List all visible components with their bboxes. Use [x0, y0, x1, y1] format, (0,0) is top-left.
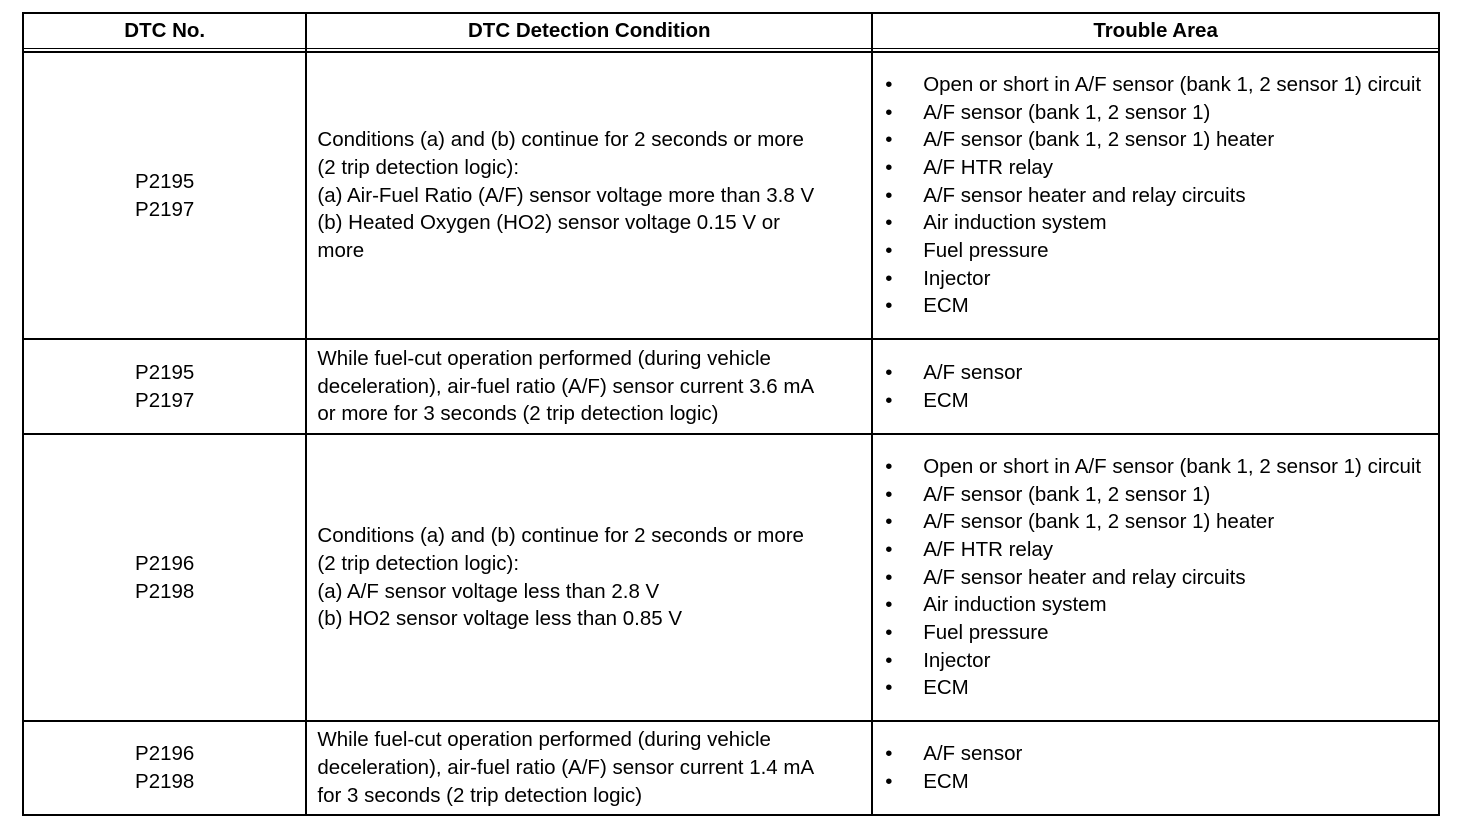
condition-line: deceleration), air-fuel ratio (A/F) sensor current 1.4 mA — [317, 756, 815, 780]
condition-line: for 3 seconds (2 trip detection logic) — [317, 783, 643, 807]
condition-line: more — [317, 239, 365, 263]
list-item: • A/F sensor (bank 1, 2 sensor 1) — [873, 481, 1438, 509]
condition-line: (2 trip detection logic): — [317, 155, 520, 179]
list-item: • Injector — [873, 647, 1438, 675]
dtc-table — [22, 12, 1440, 816]
list-item: • A/F sensor — [873, 740, 1438, 768]
list-item: • Open or short in A/F sensor (bank 1, 2 sensor 1) circuit — [873, 71, 1438, 99]
trouble-area-list — [873, 453, 1438, 702]
bullet-icon: • — [885, 183, 893, 207]
list-item: • Injector — [873, 265, 1438, 293]
list-item: • A/F sensor heater and relay circuits — [873, 564, 1438, 592]
list-item: • A/F sensor (bank 1, 2 sensor 1) — [873, 99, 1438, 127]
bullet-icon: • — [885, 621, 893, 645]
condition-line: or more for 3 seconds (2 trip detection logic) — [317, 402, 719, 426]
condition-line: (b) HO2 sensor voltage less than 0.85 V — [317, 607, 683, 631]
table-row — [23, 721, 1439, 815]
header-dtc-no: DTC No. — [23, 13, 306, 49]
condition-line: Conditions (a) and (b) continue for 2 seconds or more — [317, 524, 804, 548]
condition-line: deceleration), air-fuel ratio (A/F) sensor current 3.6 mA — [317, 374, 815, 398]
list-item: • ECM — [873, 674, 1438, 702]
bullet-icon: • — [885, 648, 893, 672]
bullet-icon: • — [885, 100, 893, 124]
trouble-area-cell — [872, 434, 1439, 721]
bullet-icon: • — [885, 388, 893, 412]
condition-line: Conditions (a) and (b) continue for 2 seconds or more — [317, 128, 804, 152]
trouble-area-list — [873, 359, 1438, 414]
condition-line: (b) Heated Oxygen (HO2) sensor voltage 0.15 V or — [317, 211, 781, 235]
list-item: • A/F HTR relay — [873, 154, 1438, 182]
header-trouble-area: Trouble Area — [872, 13, 1439, 49]
header-row — [23, 13, 1439, 49]
trouble-area-list — [873, 740, 1438, 795]
dtc-code: P2196 — [135, 551, 195, 575]
list-item: • A/F sensor heater and relay circuits — [873, 182, 1438, 210]
table-row — [23, 434, 1439, 721]
dtc-code: P2195 — [135, 169, 195, 193]
bullet-icon: • — [885, 72, 893, 96]
table-row — [23, 52, 1439, 339]
dtc-code: P2195 — [135, 360, 195, 384]
dtc-code: P2197 — [135, 388, 195, 412]
detection-condition-cell — [306, 434, 872, 721]
detection-condition-cell — [306, 721, 872, 815]
list-item: • A/F sensor (bank 1, 2 sensor 1) heater — [873, 126, 1438, 154]
bullet-icon: • — [885, 770, 893, 793]
dtc-code-cell — [23, 52, 306, 339]
bullet-icon: • — [885, 510, 893, 534]
condition-line: (a) A/F sensor voltage less than 2.8 V — [317, 579, 660, 603]
list-item: • Air induction system — [873, 591, 1438, 619]
list-item: • ECM — [873, 768, 1438, 796]
list-item: • Air induction system — [873, 209, 1438, 237]
bullet-icon: • — [885, 294, 893, 318]
bullet-icon: • — [885, 239, 893, 263]
list-item: • ECM — [873, 387, 1438, 415]
trouble-area-cell — [872, 52, 1439, 339]
list-item: • A/F sensor — [873, 359, 1438, 387]
condition-line: While fuel-cut operation performed (during vehicle — [317, 728, 771, 752]
list-item: • A/F sensor (bank 1, 2 sensor 1) heater — [873, 508, 1438, 536]
dtc-code-cell — [23, 434, 306, 721]
list-item: • ECM — [873, 292, 1438, 320]
header-detection-condition: DTC Detection Condition — [306, 13, 872, 49]
table-row — [23, 339, 1439, 434]
condition-line: (2 trip detection logic): — [317, 551, 520, 575]
bullet-icon: • — [885, 565, 893, 589]
dtc-code: P2198 — [135, 579, 195, 603]
bullet-icon: • — [885, 742, 893, 766]
bullet-icon: • — [885, 211, 893, 235]
bullet-icon: • — [885, 360, 893, 384]
bullet-icon: • — [885, 128, 893, 152]
condition-line: While fuel-cut operation performed (during vehicle — [317, 346, 771, 370]
list-item: • Fuel pressure — [873, 237, 1438, 265]
dtc-code: P2198 — [135, 770, 195, 793]
dtc-code-cell — [23, 339, 306, 434]
dtc-code: P2196 — [135, 742, 195, 766]
dtc-code-cell — [23, 721, 306, 815]
bullet-icon: • — [885, 593, 893, 617]
bullet-icon: • — [885, 266, 893, 290]
detection-condition-cell — [306, 339, 872, 434]
list-item: • A/F HTR relay — [873, 536, 1438, 564]
trouble-area-list — [873, 71, 1438, 320]
bullet-icon: • — [885, 454, 893, 478]
trouble-area-cell — [872, 721, 1439, 815]
bullet-icon: • — [885, 537, 893, 561]
bullet-icon: • — [885, 482, 893, 506]
bullet-icon: • — [885, 155, 893, 179]
dtc-code: P2197 — [135, 197, 195, 221]
bullet-icon: • — [885, 676, 893, 700]
trouble-area-cell — [872, 339, 1439, 434]
list-item: • Fuel pressure — [873, 619, 1438, 647]
detection-condition-cell — [306, 52, 872, 339]
condition-line: (a) Air-Fuel Ratio (A/F) sensor voltage more than 3.8 V — [317, 183, 815, 207]
list-item: • Open or short in A/F sensor (bank 1, 2 sensor 1) circuit — [873, 453, 1438, 481]
